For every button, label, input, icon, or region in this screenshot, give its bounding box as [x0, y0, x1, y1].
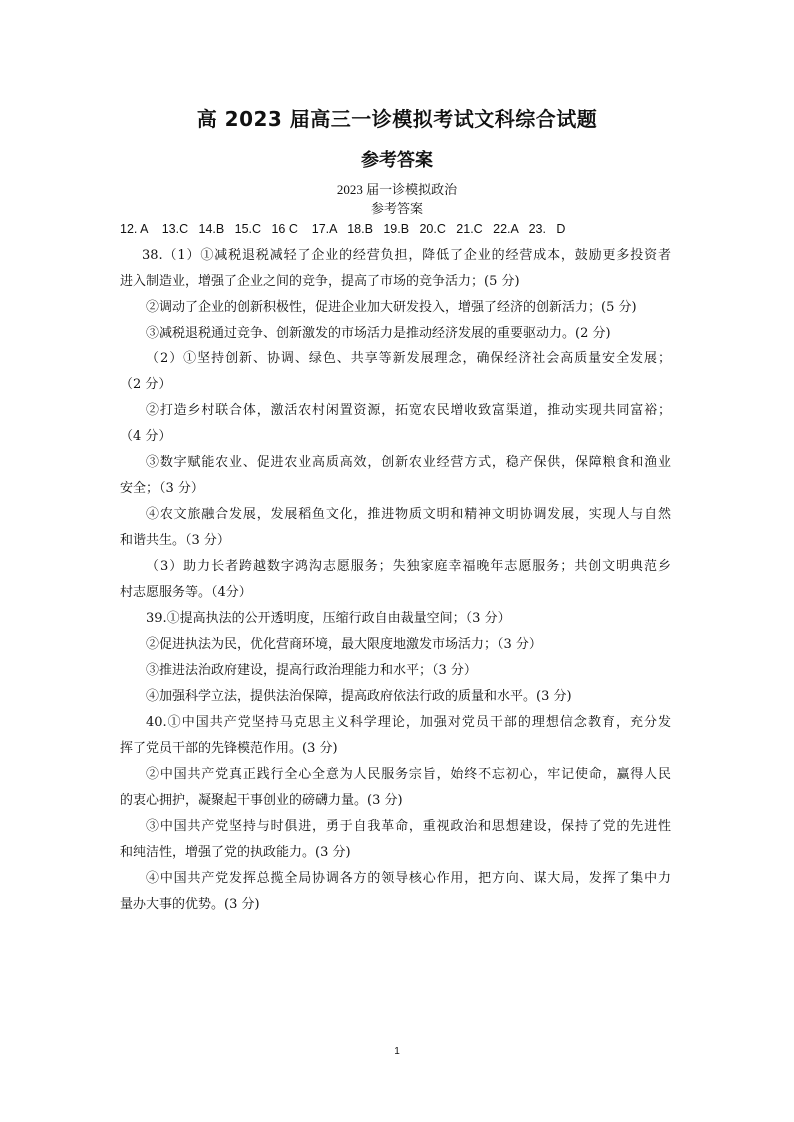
- subject-title: 2023 届一诊模拟政治: [336, 182, 458, 197]
- q40-point4-line1: ④中国共产党发挥总揽全局协调各方的领导核心作用，把方向、谋大局，发挥了集中力: [146, 871, 671, 886]
- q38-part2-point2-line1: ②打造乡村联合体，激活农村闲置资源，拓宽农民增收致富渠道，推动实现共同富裕；: [146, 403, 671, 418]
- q39-point1: 39.①提高执法的公开透明度，压缩行政自由裁量空间；（3 分）: [146, 611, 511, 626]
- page-number: 1: [394, 1046, 400, 1057]
- q38-part1-point2: ②调动了企业的创新积极性，促进企业加大研发投入，增强了经济的创新活力；(5 分): [146, 300, 637, 315]
- q40-point3-line1: ③中国共产党坚持与时俱进，勇于自我革命，重视政治和思想建设，保持了党的先进性: [146, 819, 671, 834]
- q40-point1-line2: 挥了党员干部的先锋模范作用。(3 分): [120, 741, 338, 756]
- q38-part2-line2: （2 分）: [120, 377, 172, 392]
- page-title: 高 2023 届高三一诊模拟考试文科综合试题: [196, 107, 598, 131]
- q40-point1-line1: 40.①中国共产党坚持马克思主义科学理论，加强对党员干部的理想信念教育，充分发: [146, 715, 671, 730]
- q38-part2-point4-line1: ④农文旅融合发展，发展稻鱼文化，推进物质文明和精神文明协调发展，实现人与自然: [146, 507, 671, 522]
- q40-point2-line1: ②中国共产党真正践行全心全意为人民服务宗旨，始终不忘初心，牢记使命，赢得人民: [146, 767, 671, 782]
- answer-heading: 参考答案: [361, 150, 433, 171]
- q40-point4-line2: 量办大事的优势。(3 分): [120, 897, 260, 912]
- q38-part1-point3: ③减税退税通过竞争、创新激发的市场活力是推动经济发展的重要驱动力。(2 分): [146, 326, 611, 341]
- q39-point3: ③推进法治政府建设，提高行政治理能力和水平；（3 分）: [146, 663, 477, 678]
- q38-part3-line2: 村志愿服务等。（4分）: [120, 585, 252, 600]
- q38-part3-line1: （3）助力长者跨越数字鸿沟志愿服务；失独家庭幸福晚年志愿服务；共创文明典范乡: [146, 559, 671, 574]
- q40-point3-line2: 和纯洁性，增强了党的执政能力。(3 分): [120, 845, 351, 860]
- q38-part1-line1: 38.（1）①减税退税减轻了企业的经营负担，降低了企业的经营成本，鼓励更多投资者: [142, 248, 671, 263]
- q39-point2: ②促进执法为民，优化营商环境，最大限度地激发市场活力；（3 分）: [146, 637, 542, 652]
- subject-subtitle: 参考答案: [370, 201, 423, 216]
- q38-part1-line2: 进入制造业，增强了企业之间的竞争，提高了市场的竞争活力；(5 分): [120, 274, 520, 289]
- q38-part2-point4-line2: 和谐共生。（3 分）: [120, 533, 230, 548]
- q38-part2-point3-line2: 安全；（3 分）: [120, 481, 204, 496]
- q38-part2-line1: （2）①坚持创新、协调、绿色、共享等新发展理念，确保经济社会高质量安全发展；: [146, 351, 671, 366]
- multiple-choice-answers: 12. A 13.C 14.B 15.C 16 C 17.A 18.B 19.B 20.C 21.C 22.A 23. D: [120, 222, 566, 236]
- q38-part2-point3-line1: ③数字赋能农业、促进农业高质高效，创新农业经营方式，稳产保供，保障粮食和渔业: [146, 455, 671, 470]
- q40-point2-line2: 的衷心拥护，凝聚起干事创业的磅礴力量。(3 分): [120, 793, 403, 808]
- q38-part2-point2-line2: （4 分）: [120, 429, 172, 444]
- q39-point4: ④加强科学立法，提供法治保障，提高政府依法行政的质量和水平。(3 分): [146, 689, 572, 704]
